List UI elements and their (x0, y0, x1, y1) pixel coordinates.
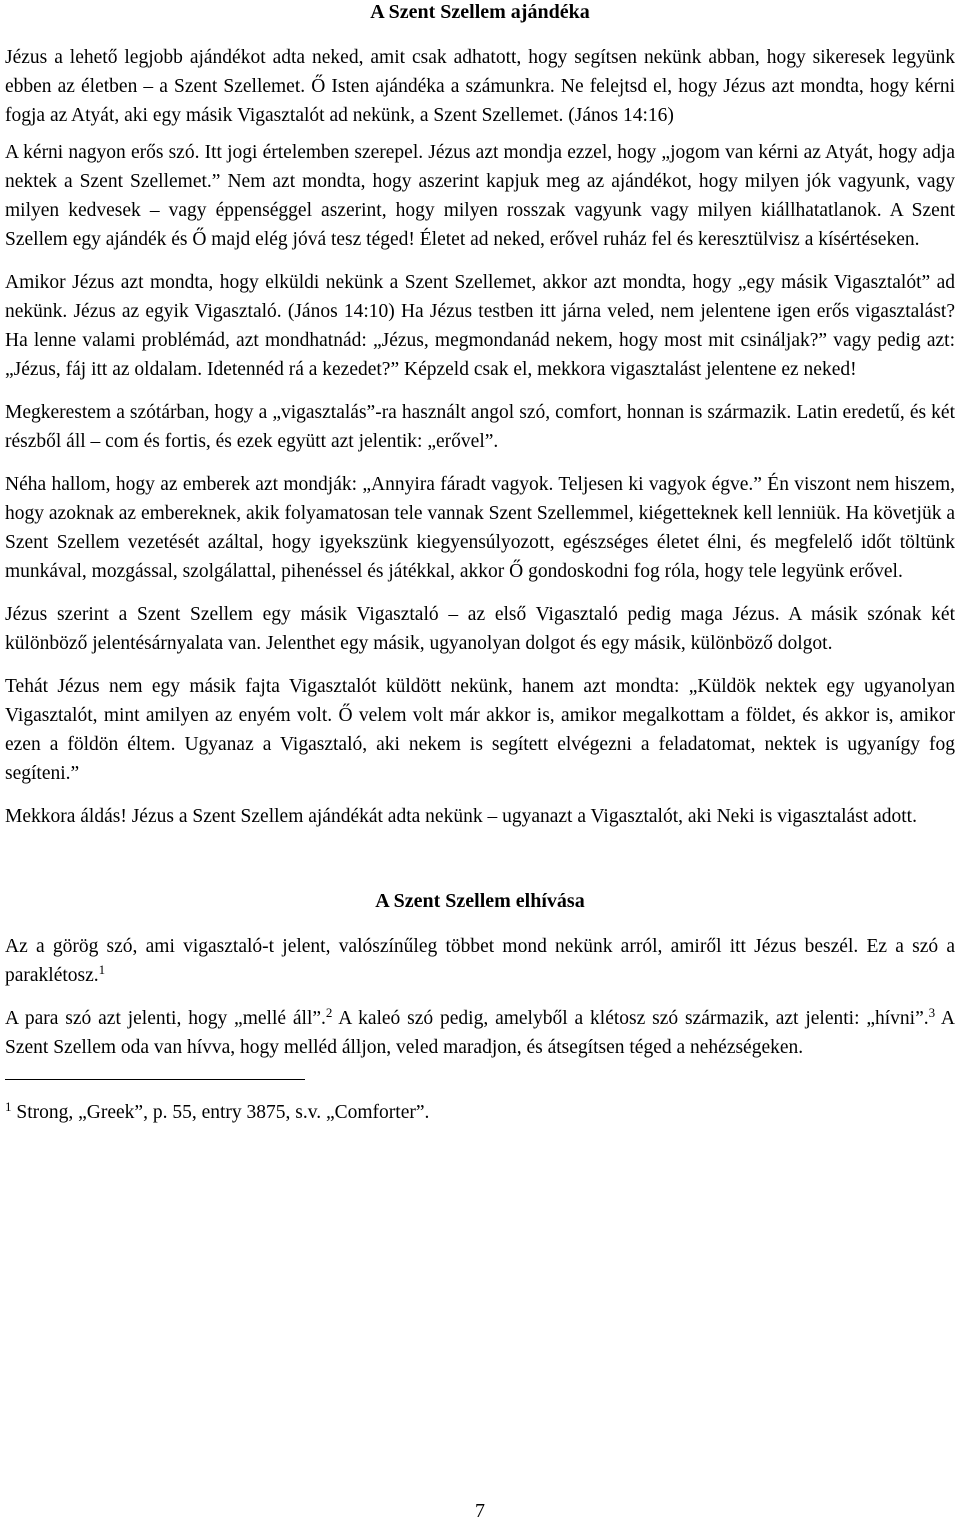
page-number: 7 (475, 1500, 485, 1522)
paragraph: Amikor Jézus azt mondta, hogy elküldi nekünk a Szent Szellemet, akkor azt mondta, hogy „egy másik Vigasztalót” ad nekünk. Jézus az egyik Vigasztaló. (János 14:10) Ha Jézus testben itt járna veled, nem jelentene igen erős vigasztalást? Ha lenne valami problémád, azt mondhatnád: „Jézus, megmondanád nekem, hogy most mit csináljak?” vagy pedig azt: „Jézus, fáj itt az oldalam. Idetennéd rá a kezedet?” Képzeld csak el, mekkora vigasztalást jelentene ez neked! (5, 272, 955, 380)
paragraph: Megkerestem a szótárban, hogy a „vigasztalás”-ra használt angol szó, comfort, honnan is származik. Latin eredetű, és két részből áll – com és fortis, és ezek együtt azt jelentik: „erővel”. (5, 402, 955, 452)
footnote-ref[interactable]: 3 (928, 1005, 936, 1020)
paragraph: Tehát Jézus nem egy másik fajta Vigasztalót küldött nekünk, hanem azt mondta: „Küldök nektek egy ugyanolyan Vigasztalót, mint amilyen az enyém volt. Ő velem volt már akkor is, amikor megalkottam a földet, és akkor is, amikor ezen a földön éltem. Ugyanaz a Vigasztaló, aki nekem is segített elvégezni a feladatomat, nektek is ugyanígy fog segíteni.” (5, 676, 955, 784)
section-title-2: A Szent Szellem elhívása (375, 890, 585, 912)
paragraph: Az a görög szó, ami vigasztaló-t jelent, valószínűleg többet mond nekünk arról, amiről itt Jézus beszél. Ez a szó a paraklétosz.$^1$ (5, 936, 955, 986)
paragraph: Jézus szerint a Szent Szellem egy másik Vigasztaló – az első Vigasztaló pedig maga Jézus. A másik szónak két különböző jelentésárnyalata van. Jelenthet egy másik, ugyanolyan dolgot és egy másik, különböző dolgot. (5, 604, 955, 654)
paragraph: Jézus a lehető legjobb ajándékot adta neked, amit csak adhatott, hogy segítsen nekünk abban, hogy sikeresek legyünk ebben az életben – a Szent Szellemet. Ő Isten ajándéka a számunkra. Ne felejtsd el, hogy Jézus azt mondta, hogy kérni fogja az Atyát, aki egy másik Vigasztalót ad nekünk, a Szent Szellemet. (János 14:16) (5, 47, 955, 126)
section-title-1: A Szent Szellem ajándéka (370, 1, 590, 23)
paragraph: Mekkora áldás! Jézus a Szent Szellem ajándékát adta nekünk – ugyanazt a Vigasztalót, aki Neki is vigasztalást adott. (5, 806, 917, 827)
footnote-ref[interactable]: 1 (98, 962, 106, 977)
document-page (5, 0, 955, 1127)
footnote-ref[interactable]: 2 (325, 1005, 333, 1020)
paragraph: A kérni nagyon erős szó. Itt jogi értelemben szerepel. Jézus azt mondja ezzel, hogy „jogom van kérni az Atyát, hogy adja nektek a Szent Szellemet.” Nem azt mondta, hogy aszerint kapjuk meg az ajándékot, hogy milyen jók vagyunk, vagy milyen kedvesek – vagy éppenséggel aszerint, hogy milyen rosszak vagyunk vagy milyen kiállhatatlanok. A Szent Szellem egy ajándék és Ő majd elég jóvá tesz téged! Életet ad neked, erővel ruház fel és keresztülvisz a kísértéseken. (5, 142, 955, 250)
footnote-separator (5, 1079, 305, 1080)
footnote: $^1$ Strong, „Greek”, p. 55, entry 3875, s.v. „Comforter”. (5, 1099, 430, 1123)
paragraph: A para szó azt jelenti, hogy „mellé áll”.$^2$ A kaleó szó pedig, amelyből a klétosz szó származik, azt jelenti: „hívni”.$^3$ A Szent Szellem oda van hívva, hogy melléd álljon, veled maradjon, és átsegítsen téged a nehézségeken. (5, 1005, 955, 1058)
paragraph: Néha hallom, hogy az emberek azt mondják: „Annyira fáradt vagyok. Teljesen ki vagyok égve.” Én viszont nem hiszem, hogy azoknak az embereknek, akik folyamatosan tele vannak Szent Szellemmel, kiégetteknek kell lenniük. Ha követjük a Szent Szellem vezetését azáltal, hogy igyekszünk kiegyensúlyozott, egészséges életet élni, és megfelelő időt töltünk munkával, mozgással, szolgálattal, pihenéssel és játékkal, akkor Ő gondoskodni fog róla, hogy tele legyünk erővel. (5, 474, 955, 582)
